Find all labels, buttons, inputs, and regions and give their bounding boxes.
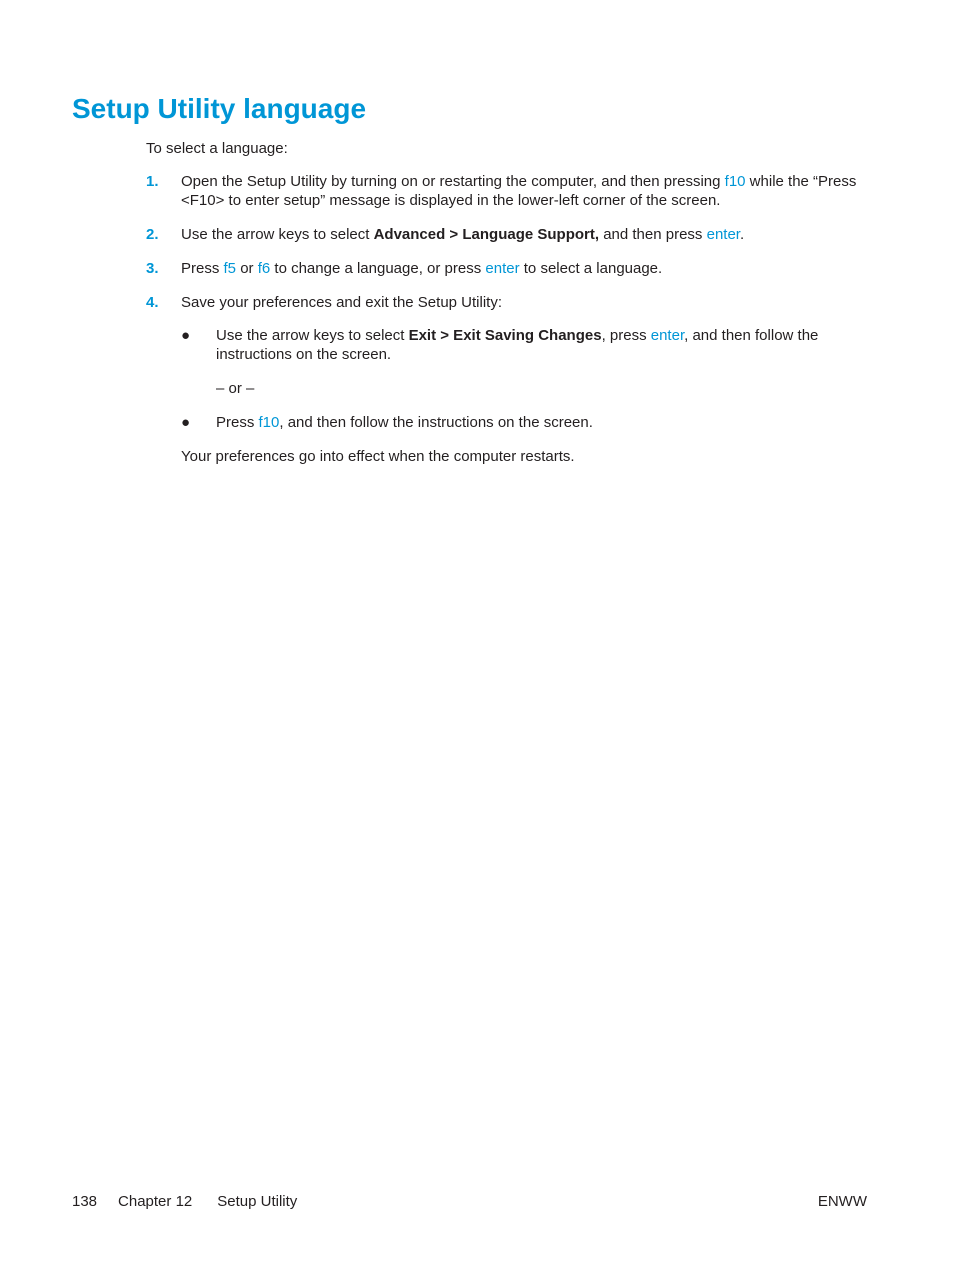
key-f5: f5 [223, 260, 237, 277]
options-list [181, 413, 876, 432]
step-text: Press [181, 260, 224, 277]
steps-list [146, 172, 876, 481]
bullet-text: , and then follow the instructions on the screen. [279, 414, 593, 431]
key-f10: f10 [258, 414, 280, 431]
step-number: 3. [146, 260, 159, 277]
step-text: to change a language, or press [270, 260, 486, 277]
key-enter: enter [485, 260, 520, 277]
bullet-text: , press [601, 327, 651, 344]
chapter-title: Setup Utility [217, 1193, 298, 1210]
step-text: and then press [599, 226, 707, 243]
closing-text: Your preferences go into effect when the computer restarts. [181, 448, 575, 465]
step-text: to select a language. [519, 260, 663, 277]
step-number: 1. [146, 173, 159, 190]
step-2 [146, 225, 876, 244]
footer-left [72, 1192, 297, 1211]
list-item [181, 326, 876, 364]
key-enter: enter [706, 226, 740, 243]
menu-path: Exit > Exit Saving Changes [408, 327, 602, 344]
bullet-icon: ● [181, 327, 191, 344]
step-4 [146, 293, 876, 466]
or-separator: – or – [216, 380, 255, 397]
key-enter: enter [650, 327, 685, 344]
key-f10: f10 [724, 173, 746, 190]
key-f6: f6 [257, 260, 271, 277]
bullet-icon: ● [181, 414, 191, 431]
page-title: Setup Utility language [72, 93, 367, 124]
step-text: while the “Press <F10> to enter setup” message is displayed in the lower-left corner of the screen. [181, 173, 857, 209]
menu-path: Advanced > Language Support, [373, 226, 600, 243]
bullet-text: Press [216, 414, 259, 431]
step-text: or [236, 260, 258, 277]
footer-right: ENWW [817, 1193, 867, 1210]
step-text: . [739, 226, 745, 243]
chapter-label: Chapter 12 [118, 1193, 193, 1210]
page-number: 138 [72, 1193, 98, 1210]
intro-text: To select a language: [146, 140, 288, 157]
step-text: Save your preferences and exit the Setup Utility: [181, 294, 503, 311]
step-number: 2. [146, 226, 159, 243]
bullet-text: , and then follow the instructions on the screen. [216, 327, 819, 363]
step-number: 4. [146, 294, 159, 311]
step-1 [146, 172, 876, 210]
step-text: Use the arrow keys to select [181, 226, 374, 243]
options-list [181, 326, 876, 364]
page-footer [72, 1192, 867, 1211]
step-3 [146, 259, 876, 278]
step-text: Open the Setup Utility by turning on or restarting the computer, and then pressing [181, 173, 725, 190]
bullet-text: Use the arrow keys to select [216, 327, 409, 344]
list-item [181, 413, 876, 432]
